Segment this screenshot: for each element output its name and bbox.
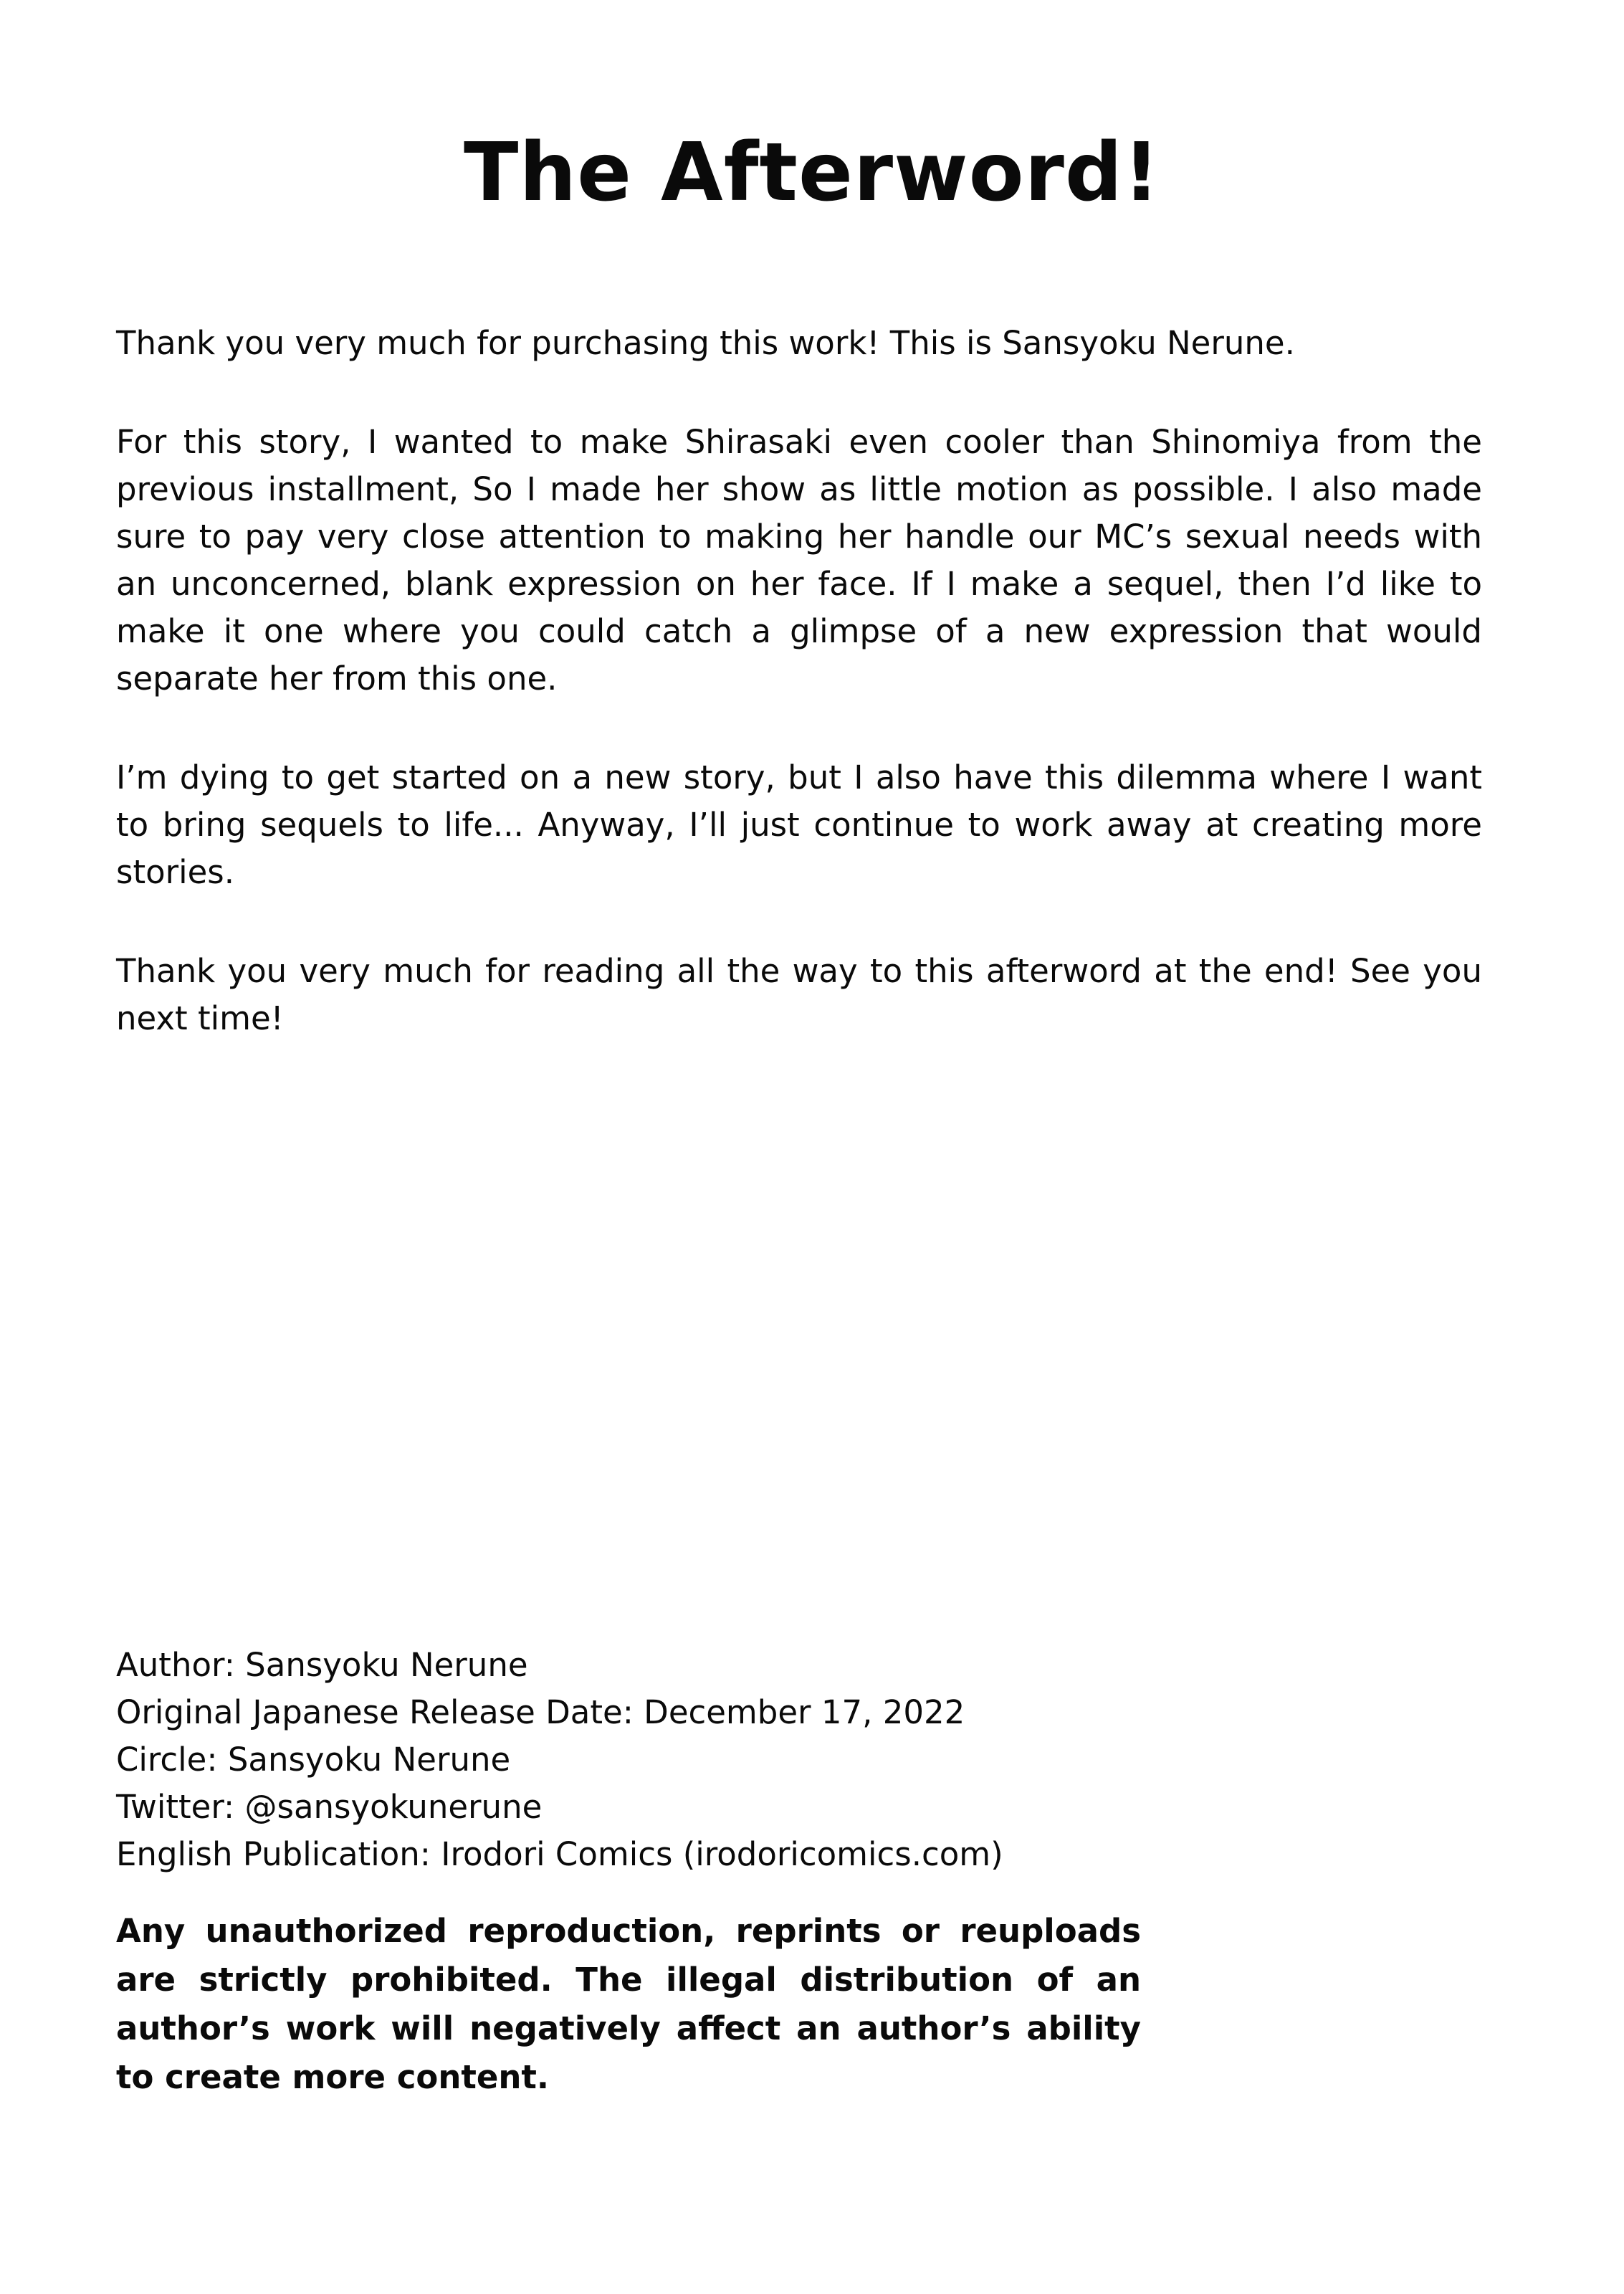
credit-circle: Circle: Sansyoku Nerune xyxy=(116,1741,511,1779)
copyright-disclaimer: Any unauthorized reproduction, reprints or reuploads are strictly prohibited. The illegal distribution of an author’s work will negatively affect an author’s ability to create more content. xyxy=(116,1912,1141,2096)
credits-block xyxy=(116,1642,1482,1878)
paragraph-story-notes: For this story, I wanted to make Shirasaki even cooler than Shinomiya from the previous installment, So I made her show as little motion as possible. I also made sure to pay very close attention to making her handle our MC’s sexual needs with an unconcerned, blank expression on her face. If I make a sequel, then I’d like to make it one where you could catch a glimpse of a new expression that would separate her from this one. xyxy=(116,423,1482,698)
afterword-body xyxy=(116,320,1482,1094)
paragraph-next-plans: I’m dying to get started on a new story, but I also have this dilemma where I want to bring sequels to life... Anyway, I’ll just continue to work away at creating more stories. xyxy=(116,758,1482,891)
credit-author: Author: Sansyoku Nerune xyxy=(116,1646,528,1684)
page-title: The Afterword! xyxy=(463,126,1161,219)
credit-twitter: Twitter: @sansyokunerune xyxy=(116,1788,543,1826)
paragraph-thanks: Thank you very much for purchasing this work! This is Sansyoku Nerune. xyxy=(116,324,1295,362)
paragraph-closing: Thank you very much for reading all the way to this afterword at the end! See you next time! xyxy=(116,952,1482,1037)
credit-english-publication: English Publication: Irodori Comics (irodoricomics.com) xyxy=(116,1835,1003,1873)
credit-release-date: Original Japanese Release Date: December 17, 2022 xyxy=(116,1693,965,1731)
